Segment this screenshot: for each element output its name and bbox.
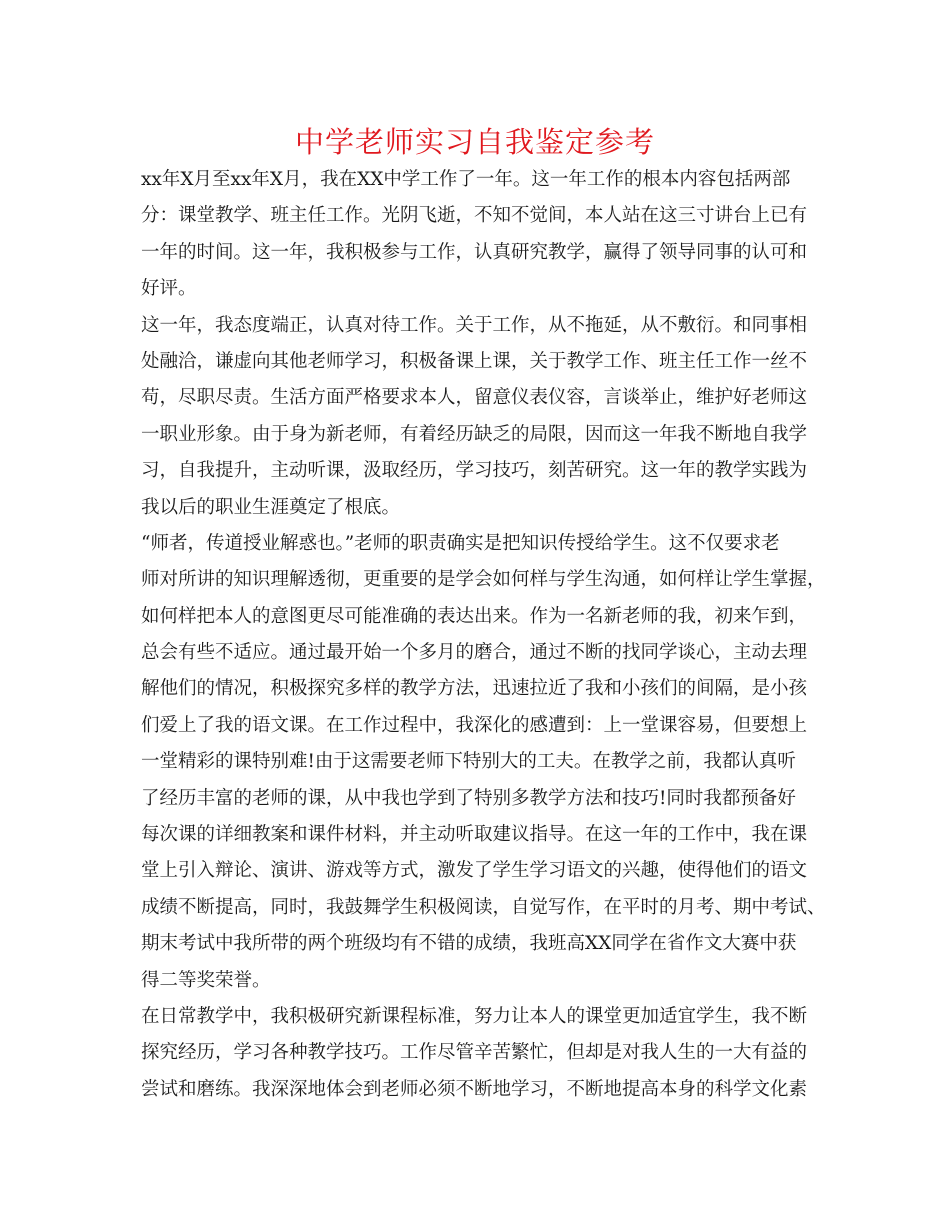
text-line: 成绩不断提高，同时，我鼓舞学生积极阅读，自觉写作，在平时的月考、期中考试、 [141, 896, 826, 918]
text-line: xx年X月至xx年X月，我在XX中学工作了一年。这一年工作的根本内容包括两部 [141, 169, 791, 190]
text-line: 探究经历，学习各种教学技巧。工作尽管辛苦繁忙，但却是对我人生的一大有益的 [141, 1042, 808, 1064]
text-line: 一年的时间。这一年，我积极参与工作，认真研究教学，赢得了领导同事的认可和 [141, 241, 808, 263]
text-line: 堂上引入辩论、演讲、游戏等方式，激发了学生学习语文的兴趣，使得他们的语文 [141, 860, 808, 882]
text-line: 一堂精彩的课特别难!由于这需要老师下特别大的工夫。在教学之前，我都认真听 [141, 751, 796, 773]
text-line: 习，自我提升，主动听课，汲取经历，学习技巧，刻苦研究。这一年的教学实践为 [141, 460, 808, 482]
text-line: 好评。 [141, 278, 197, 300]
text-line: 解他们的情况，积极探究多样的教学方法，迅速拉近了我和小孩们的间隔，是小孩 [141, 678, 808, 700]
text-line: 每次课的详细教案和课件材料，并主动听取建议指导。在这一年的工作中，我在课 [141, 824, 808, 846]
text-line: 得二等奖荣誉。 [141, 969, 271, 991]
text-line: 这一年，我态度端正，认真对待工作。关于工作，从不拖延，从不敷衍。和同事相 [141, 314, 808, 336]
text-line: 在日常教学中，我积极研究新课程标准，努力让本人的课堂更加适宜学生，我不断 [141, 1005, 808, 1027]
text-line: 我以后的职业生涯奠定了根底。 [141, 496, 401, 518]
text-line: 总会有些不适应。通过最开始一个多月的磨合，通过不断的找同学谈心，主动去理 [141, 642, 808, 664]
text-line: 了经历丰富的老师的课，从中我也学到了特别多教学方法和技巧!同时我都预备好 [141, 787, 796, 809]
text-line: 一职业形象。由于身为新老师，有着经历缺乏的局限，因而这一年我不断地自我学 [141, 423, 808, 445]
text-line: 尝试和磨练。我深深地体会到老师必须不断地学习，不断地提高本身的科学文化素 [141, 1078, 808, 1100]
text-line: 如何样把本人的意图更尽可能准确的表达出来。作为一名新老师的我，初来乍到， [141, 605, 808, 627]
text-line: 期末考试中我所带的两个班级均有不错的成绩，我班高XX同学在省作文大赛中获 [141, 933, 797, 955]
text-line: 们爱上了我的语文课。在工作过程中，我深化的感遭到：上一堂课容易，但要想上 [141, 714, 808, 736]
text-line: 师对所讲的知识理解透彻，更重要的是学会如何样与学生沟通，如何样让学生掌握， [141, 569, 826, 591]
text-line: “师者，传道授业解惑也。”老师的职责确实是把知识传授给学生。这不仅要求老 [141, 532, 780, 554]
document-title: 中学老师实习自我鉴定参考 [294, 125, 655, 159]
document-body [141, 162, 831, 1108]
text-line: 分：课堂教学、班主任工作。光阴飞逝，不知不觉间，本人站在这三寸讲台上已有 [141, 205, 808, 227]
text-line: 苟，尽职尽责。生活方面严格要求本人，留意仪表仪容，言谈举止，维护好老师这 [141, 387, 808, 409]
text-line: 处融洽，谦虚向其他老师学习，积极备课上课，关于教学工作、班主任工作一丝不 [141, 350, 808, 372]
